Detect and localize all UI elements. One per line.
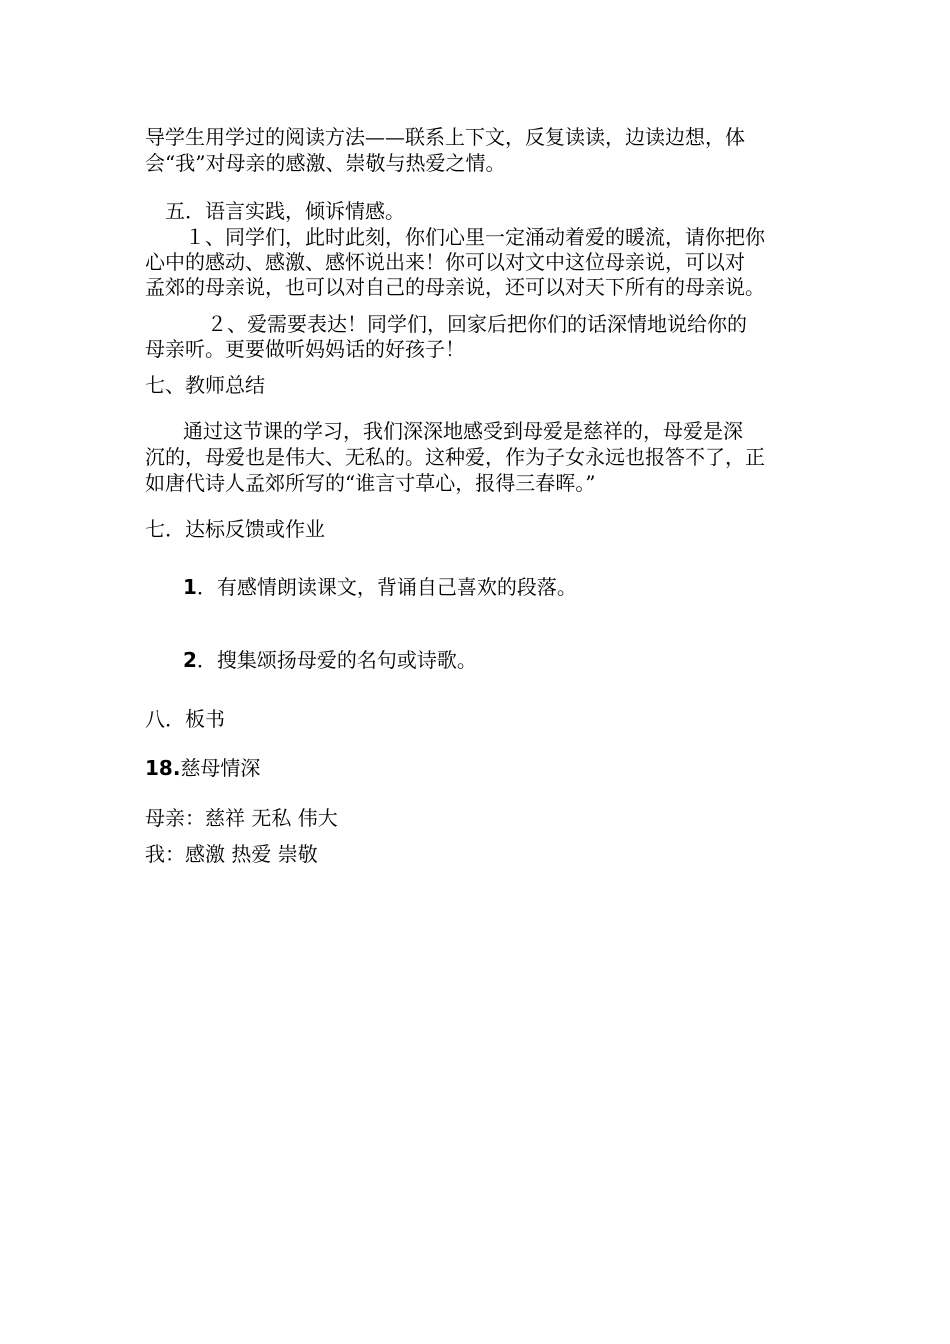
homework-task-1-number: 1 — [183, 575, 197, 599]
board-title-text: 慈母情深 — [180, 756, 261, 780]
intro-line-2: 会“我”对母亲的感激、崇敬与热爱之情。 — [145, 151, 506, 175]
board-title-number: 18. — [145, 756, 181, 780]
homework-task-1 — [183, 574, 577, 600]
section-5-item-1-line-2: 心中的感动、感激、感怀说出来！你可以对文中这位母亲说，可以对 — [145, 250, 745, 274]
section-5-item-1-line-3: 孟郊的母亲说，也可以对自己的母亲说，还可以对天下所有的母亲说。 — [145, 275, 765, 299]
section-7-summary-heading: 七、教师总结 — [145, 373, 265, 397]
summary-line-1: 通过这节课的学习，我们深深地感受到母爱是慈祥的，母爱是深 — [183, 419, 743, 443]
homework-task-1-text: ．有感情朗读课文，背诵自己喜欢的段落。 — [196, 575, 577, 599]
homework-task-2 — [183, 647, 477, 673]
intro-line-1: 导学生用学过的阅读方法——联系上下文，反复读读，边读边想，体 — [145, 125, 745, 149]
homework-task-2-number: 2 — [183, 648, 197, 672]
section-5-item-2-line-2: 母亲听。更要做听妈妈话的好孩子！ — [145, 337, 465, 361]
section-8-heading: 八．板书 — [145, 707, 225, 731]
board-mother-line: 母亲：慈祥 无私 伟大 — [145, 806, 338, 830]
section-5-item-2-line-1: ２、爱需要表达！同学们，回家后把你们的话深情地说给你的 — [207, 312, 747, 336]
homework-task-2-text: ．搜集颂扬母爱的名句或诗歌。 — [196, 648, 477, 672]
board-me-line: 我：感激 热爱 崇敬 — [145, 842, 318, 866]
summary-line-3: 如唐代诗人孟郊所写的“谁言寸草心，报得三春晖。” — [145, 471, 596, 495]
summary-line-2: 沉的，母爱也是伟大、无私的。这种爱，作为子女永远也报答不了，正 — [145, 445, 765, 469]
board-title — [145, 755, 260, 781]
section-5-heading: 五．语言实践，倾诉情感。 — [165, 199, 405, 223]
section-7-homework-heading: 七．达标反馈或作业 — [145, 517, 325, 541]
section-5-item-1-line-1: １、同学们，此时此刻，你们心里一定涌动着爱的暖流，请你把你 — [185, 225, 765, 249]
